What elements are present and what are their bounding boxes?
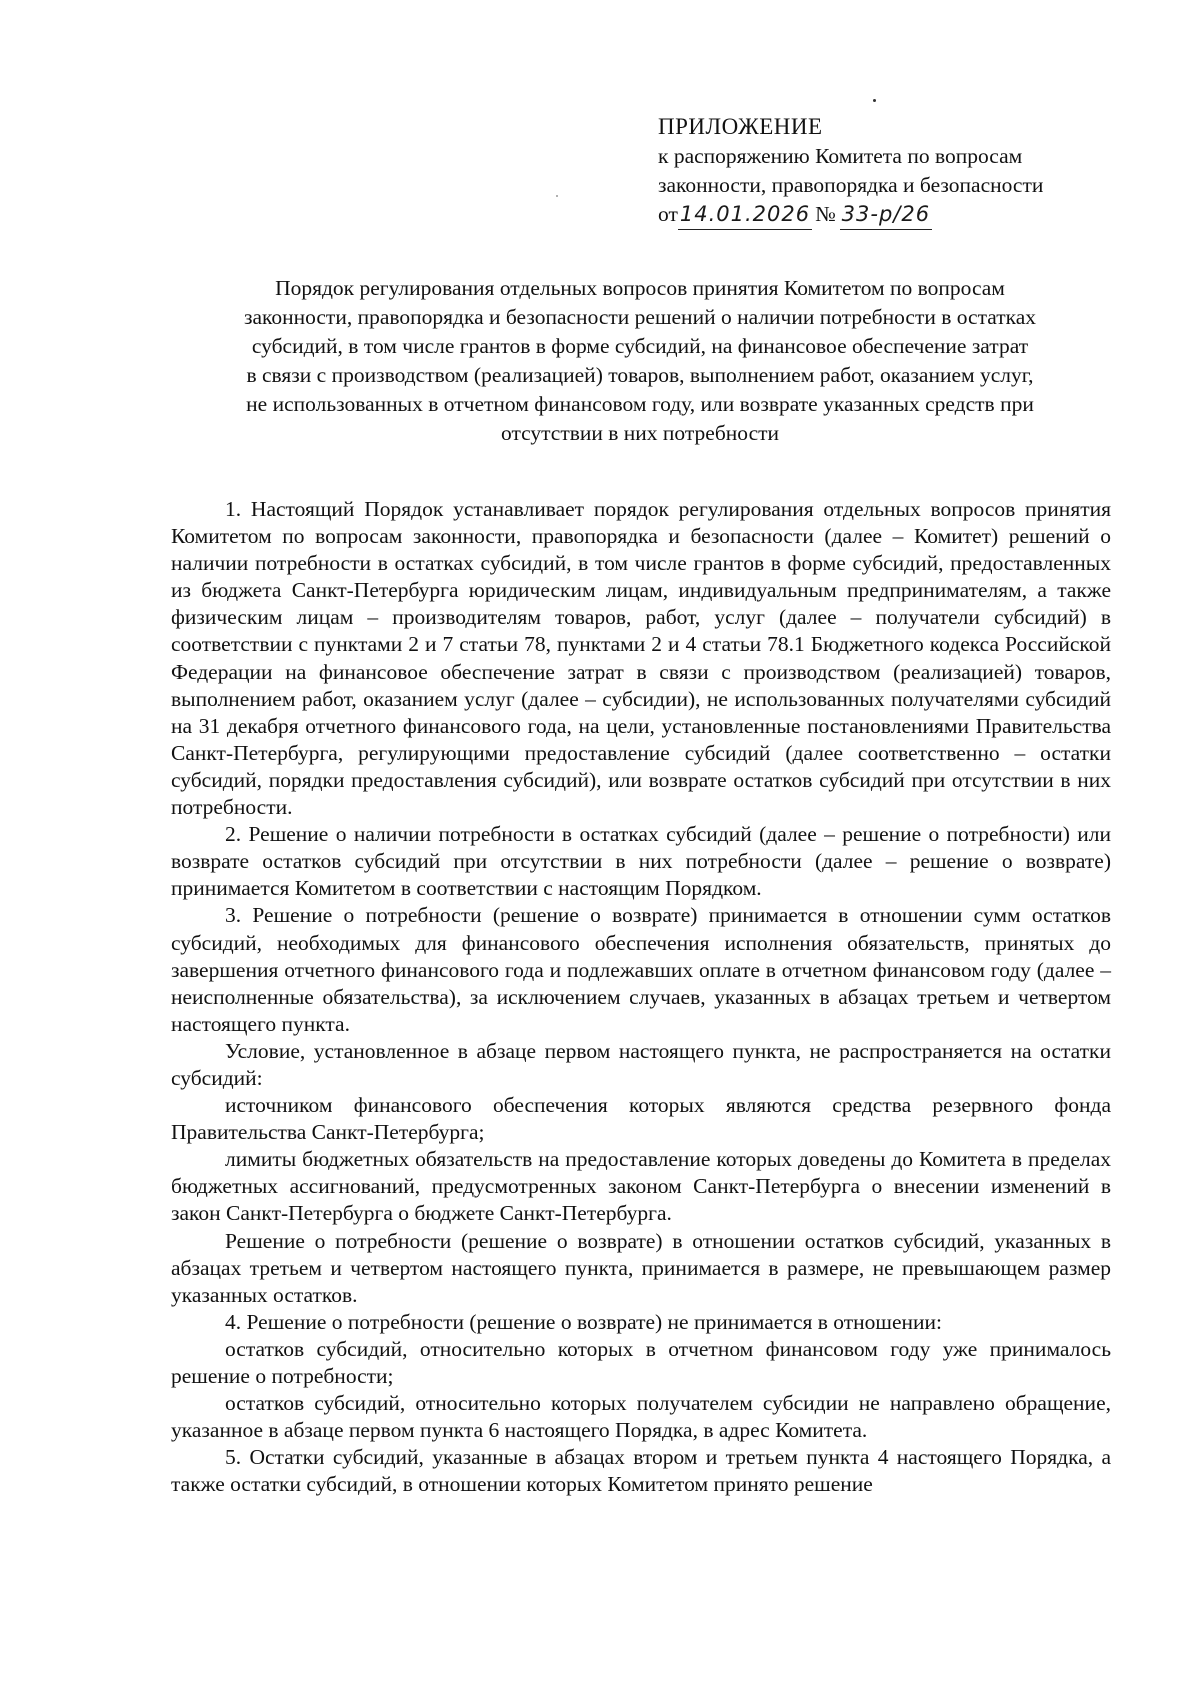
paragraph-4-item-a: остатков субсидий, относительно которых в отчетном финансовом году уже принималось решение о потребности; bbox=[171, 1336, 1111, 1388]
appendix-line-2: законности, правопорядка и безопасности bbox=[658, 173, 1044, 197]
title-line: законности, правопорядка и безопасности решений о наличии потребности в остатках bbox=[243, 305, 1037, 329]
document-title bbox=[170, 274, 1110, 448]
paragraph-3-decision: Решение о потребности (решение о возврате) в отношении остатков субсидий, указанных в абзацах третьем и четвертом настоящего пункта, принимается в размере, не превышающем размер указанных остатков. bbox=[171, 1228, 1111, 1307]
paragraph-3-item-b: лимиты бюджетных обязательств на предоставление которых доведены до Комитета в пределах бюджетных ассигнований, предусмотренных законом Санкт-Петербурга о внесении изменений в закон Санкт-Петербурга о бюджете Санкт-Петербурга. bbox=[171, 1147, 1111, 1226]
appendix-heading: ПРИЛОЖЕНИЕ bbox=[658, 114, 823, 139]
handwritten-date: 14.01.2026 bbox=[678, 200, 812, 230]
paragraph-5: 5. Остатки субсидий, указанные в абзацах втором и третьем пункта 4 настоящего Порядка, а также остатки субсидий, в отношении которых Комитетом принято решение bbox=[171, 1445, 1111, 1497]
paragraph-4-item-b: остатков субсидий, относительно которых получателем субсидии не направлено обращение, указанное в абзаце первом пункта 6 настоящего Порядка, в адрес Комитета. bbox=[171, 1391, 1111, 1443]
title-line: Порядок регулирования отдельных вопросов принятия Комитетом по вопросам bbox=[275, 276, 1005, 300]
title-line: отсутствии в них потребности bbox=[500, 421, 780, 445]
date-prefix: от bbox=[658, 202, 678, 226]
paragraph-3: 3. Решение о потребности (решение о возврате) принимается в отношении сумм остатков субсидий, необходимых для финансового обеспечения исполнения обязательств, принятых до завершения отчетного финансового года и подлежавших оплате в отчетном финансовом году (далее – неисполненные обязательства), за исключением случаев, указанных в абзацах третьем и четвертом настоящего пункта. bbox=[171, 903, 1111, 1036]
paragraph-3-item-a: источником финансового обеспечения которых являются средства резервного фонда Правительства Санкт-Петербурга; bbox=[171, 1093, 1111, 1145]
scan-speck bbox=[873, 99, 876, 102]
paragraph-2: 2. Решение о наличии потребности в остатках субсидий (далее – решение о потребности) или возврате остатков субсидий при отсутствии в них потребности (далее – решение о возврате) принимается Комитетом в соответствии с настоящим Порядком. bbox=[171, 822, 1111, 901]
scan-speck bbox=[556, 195, 558, 197]
appendix-line-1: к распоряжению Комитета по вопросам bbox=[658, 144, 1023, 168]
title-line: субсидий, в том числе грантов в форме субсидий, на финансовое обеспечение затрат bbox=[251, 334, 1029, 358]
document-body bbox=[171, 496, 1111, 1498]
paragraph-1: 1. Настоящий Порядок устанавливает порядок регулирования отдельных вопросов принятия Комитетом по вопросам законности, правопорядка и безопасности (далее – Комитет) решений о наличии потребности в остатках субсидий, в том числе грантов в форме субсидий, предоставленных из бюджета Санкт-Петербурга юридическим лицам, индивидуальным предпринимателям, а также физическим лицам – производителям товаров, работ, услуг (далее – получатели субсидий) в соответствии с пунктами 2 и 7 статьи 78, пунктами 2 и 4 статьи 78.1 Бюджетного кодекса Российской Федерации на финансовое обеспечение затрат в связи с производством (реализацией) товаров, выполнением работ, оказанием услуг (далее – субсидии), не использованных получателями субсидий на 31 декабря отчетного финансового года, на цели, установленные постановлениями Правительства Санкт-Петербурга, регулирующими предоставление субсидий (далее соответственно – остатки субсидий, порядки предоставления субсидий), или возврате остатков субсидий при отсутствии в них потребности. bbox=[171, 497, 1111, 820]
appendix-date-line bbox=[658, 200, 1118, 230]
title-line: не использованных в отчетном финансовом году, или возврате указанных средств при bbox=[246, 392, 1034, 416]
number-label: № bbox=[815, 202, 836, 226]
paragraph-3-condition: Условие, установленное в абзаце первом настоящего пункта, не распространяется на остатки субсидий: bbox=[171, 1038, 1111, 1090]
appendix-header bbox=[658, 112, 1118, 230]
handwritten-number: 33-р/26 bbox=[840, 200, 932, 230]
paragraph-4: 4. Решение о потребности (решение о возврате) не принимается в отношении: bbox=[225, 1309, 942, 1334]
title-line: в связи с производством (реализацией) товаров, выполнением работ, оказанием услуг, bbox=[246, 363, 1034, 387]
